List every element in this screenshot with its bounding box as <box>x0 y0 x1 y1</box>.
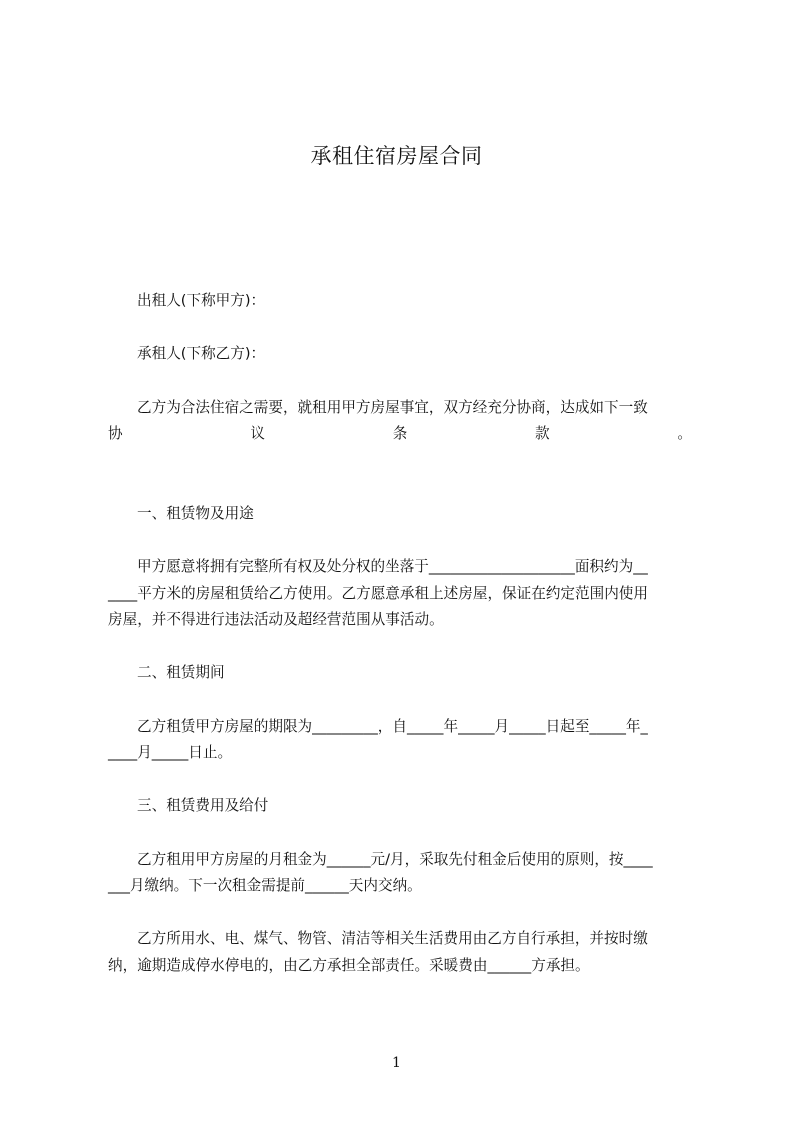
intro-char: 议 <box>250 425 265 442</box>
intro-char: 款 <box>535 425 550 442</box>
section-3-para-2-line-2: 纳，逾期造成停水停电的，由乙方承担全部责任。采暖费由______方承担。 <box>108 957 590 974</box>
page-number: 1 <box>392 1055 401 1071</box>
section-2-line-1: 乙方租赁甲方房屋的期限为_________，自_____年_____月_____日起至_____年_ <box>137 718 648 735</box>
section-2-line-2: ____月_____日止。 <box>108 744 233 761</box>
section-1-line-2: ____平方米的房屋租赁给乙方使用。乙方愿意承租上述房屋，保证在约定范围内使用 <box>108 585 648 602</box>
intro-text-line-2 <box>108 424 692 444</box>
intro-text-line-1: 乙方为合法住宿之需要，就租用甲方房屋事宜，双方经充分协商，达成如下一致 <box>137 399 648 416</box>
section-3-para-2-line-1: 乙方所用水、电、煤气、物管、清洁等相关生活费用由乙方自行承担，并按时缴 <box>137 930 648 947</box>
section-1-heading: 一、租赁物及用途 <box>137 505 254 522</box>
section-3-para-1-line-2: ___月缴纳。下一次租金需提前______天内交纳。 <box>108 877 422 894</box>
section-1-line-3: 房屋，并不得进行违法活动及超经营范围从事活动。 <box>108 611 444 628</box>
section-3-heading: 三、租赁费用及给付 <box>137 797 269 814</box>
section-2-heading: 二、租赁期间 <box>137 664 225 681</box>
lessee-line: 承租人(下称乙方)： <box>137 345 266 362</box>
lessor-line: 出租人(下称甲方)： <box>137 292 266 309</box>
intro-char: 条 <box>392 425 408 442</box>
section-1-line-1: 甲方愿意将拥有完整所有权及处分权的坐落于____________________面积约为__ <box>137 558 648 575</box>
intro-char: 协 <box>108 425 123 442</box>
section-3-para-1-line-1: 乙方租用甲方房屋的月租金为______元/月，采取先付租金后使用的原则，按____ <box>137 851 653 868</box>
document-title: 承租住宿房屋合同 <box>310 144 483 168</box>
intro-char: 。 <box>677 425 692 442</box>
